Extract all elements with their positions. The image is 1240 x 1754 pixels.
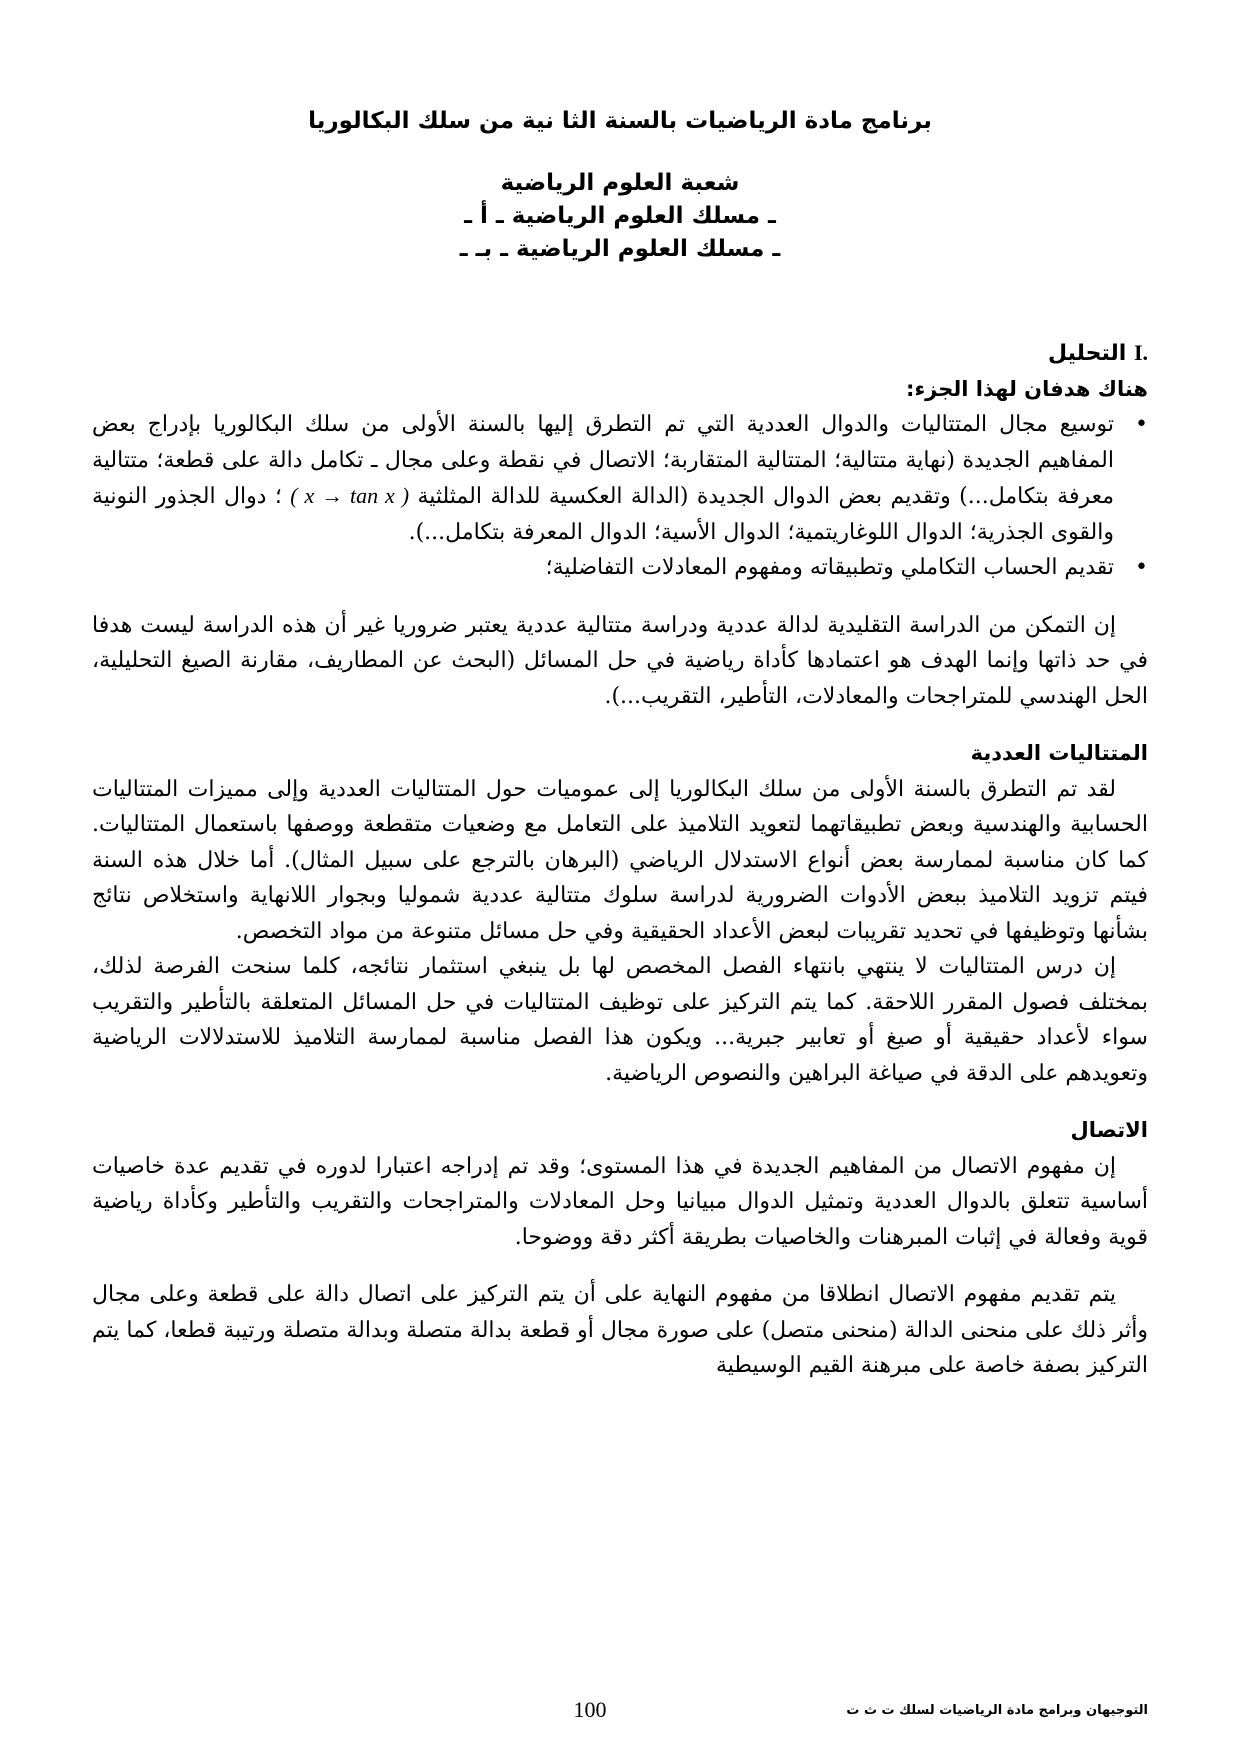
- list-item: [92, 550, 1148, 586]
- continuity-paragraph-1: إن مفهوم الاتصال من المفاهيم الجديدة في هذا المستوى؛ وقد تم إدراجه اعتبارا لدوره في تقديم عدة خاصيات أساسية تتعلق بالدوال العددية وتمثيل الدوال مبيانيا وحل المعادلات والمتراجحات والتقريب والتأطير وكأداة رياضية قوية وفعالة في إثبات المبرهنات والخاصيات بطريقة أكثر دقة ووضوحا.: [92, 1153, 1148, 1250]
- track-a: ـ مسلك العلوم الرياضية ـ أ ـ: [464, 203, 776, 229]
- list-item: [92, 407, 1148, 550]
- goal-1-text-continued: ؛ دوال الجذور النونية والقوى الجذرية؛ الدوال اللوغاريتمية؛ الدوال الأسية؛ الدوال المعرفة بتكامل...).: [92, 484, 1114, 545]
- sequences-paragraph-1: لقد تم التطرق بالسنة الأولى من سلك البكالوريا إلى عموميات حول المتتاليات العددية وإلى مميزات المتتاليات الحسابية والهندسية وبعض تطبيقاتهما لتعويد التلاميذ على التعامل مع وضعيات متقطعة ووصفها باستعمال المتتاليات. كما كان مناسبة لممارسة بعض أنواع الاستدلال الرياضي (البرهان بالترجع على سبيل المثال). أما خلال هذه السنة فيتم تزويد التلاميذ ببعض الأدوات الضرورية لدراسة سلوك متتالية عددية شموليا وبجوار اللانهاية واستخلاص نتائج بشأنها وتوظيفها في تحديد تقريبات لبعض الأعداد الحقيقية وفي حل مسائل متنوعة من مواد التخصص.: [92, 776, 1148, 944]
- continuity-heading: الاتصال: [1070, 1118, 1148, 1142]
- page-title: برنامج مادة الرياضيات بالسنة الثا نية من سلك البكالوريا: [308, 108, 932, 134]
- goal-2-text: تقديم الحساب التكاملي وتطبيقاته ومفهوم المعادلات التفاضلية؛: [545, 555, 1114, 580]
- bullet-icon: •: [1135, 412, 1148, 437]
- track-b: ـ مسلك العلوم الرياضية ـ بـ ـ: [459, 236, 781, 262]
- footer-text: التوجيهان وبرامج مادة الرياضيات لسلك ت ث ت: [846, 1703, 1148, 1718]
- bullet-icon: •: [1135, 555, 1148, 580]
- sequences-heading: المتتاليات العددية: [970, 741, 1148, 765]
- goal-1-text: توسيع مجال المتتاليات والدوال العددية التي تم التطرق إليها بالسنة الأولى من سلك البكالوريا بإدراج بعض المفاهيم الجديدة (نهاية متتالية؛ المتتالية المتقاربة؛ الاتصال في نقطة وعلى مجال ـ تكامل دالة على قطعة؛ متتالية معرفة بتكامل...) وتقديم بعض الدوال الجديدة (الدالة العكسية للدالة المثلثية: [92, 412, 1114, 509]
- sequences-paragraph-2: إن درس المتتاليات لا ينتهي بانتهاء الفصل المخصص لها بل ينبغي استثمار نتائجه، كلما سنحت الفرصة لذلك، بمختلف فصول المقرر اللاحقة. كما يتم التركيز على توظيف المتتاليات في حل المسائل المتعلقة بالتأطير والتقريب سواء لأعداد حقيقية أو صيغ أو تعابير جبرية... ويكون هذا الفصل مناسبة لممارسة التلاميذ للاستدلالات الرياضية وتعويدهم على الدقة في صياغة البراهين والنصوص الرياضية.: [92, 954, 1148, 1086]
- section-heading: [92, 335, 1148, 372]
- math-expression: ( x → tan x ): [290, 483, 410, 508]
- goals-heading: هناك هدفان لهذا الجزء:: [906, 376, 1148, 401]
- stream-name: شعبة العلوم الرياضية: [500, 170, 740, 196]
- main-content: [92, 335, 1148, 1384]
- page-number: 100: [573, 1697, 607, 1722]
- intro-paragraph: إن التمكن من الدراسة التقليدية لدالة عددية ودراسة متتالية عددية يعتبر ضروريا غير أن هذه الدراسة ليست هدفا في حد ذاتها وإنما الهدف هو اعتمادها كأداة رياضية في حل المسائل (البحث عن المطاريف، مقارنة الصيغ التحليلية، الحل الهندسي للمتراجحات والمعادلات، التأطير، التقريب...).: [92, 612, 1148, 709]
- continuity-paragraph-2: يتم تقديم مفهوم الاتصال انطلاقا من مفهوم النهاية على أن يتم التركيز على اتصال دالة على قطعة وعلى مجال وأثر ذلك على منحنى الدالة (منحنى متصل) على صورة مجال أو قطعة بدالة متصلة وبدالة متصلة ورتيبة قطعا، كما يتم التركيز بصفة خاصة على مبرهنة القيم الوسيطية: [92, 1282, 1148, 1378]
- section-title: التحليل: [1048, 341, 1127, 366]
- section-number: I.: [1133, 340, 1148, 365]
- goals-list: [92, 407, 1148, 586]
